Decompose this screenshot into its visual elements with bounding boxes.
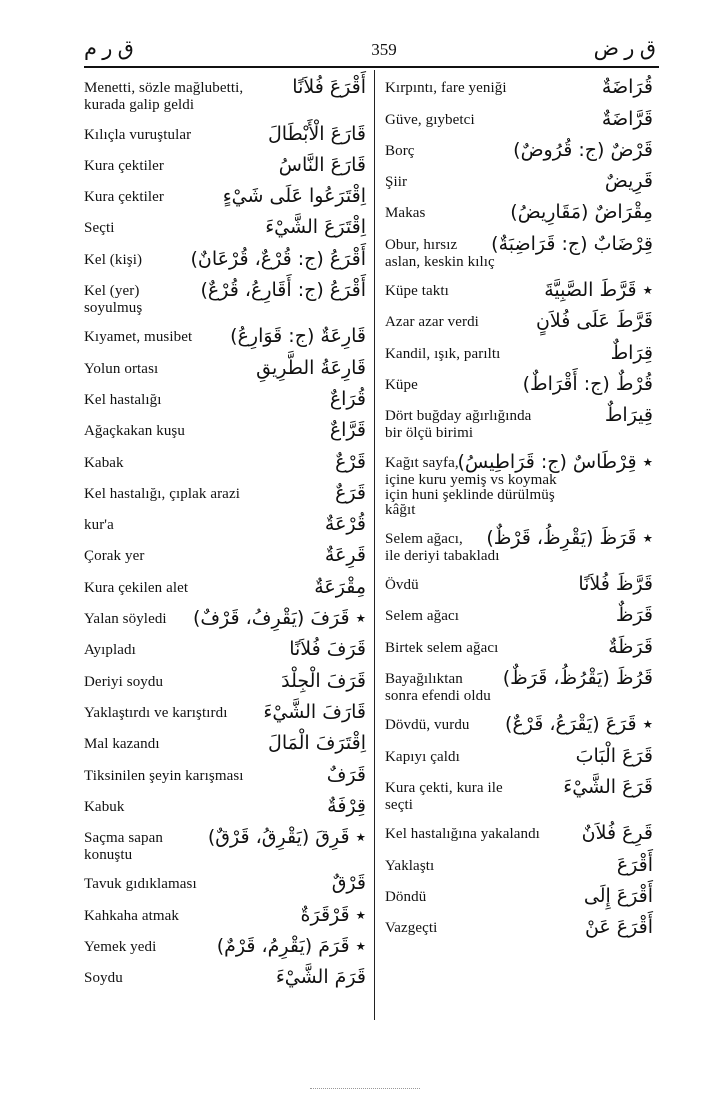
turkish-meaning: Kura çekilen alet (84, 579, 189, 596)
turkish-meaning: Ağaçkakan kuşu (84, 423, 185, 440)
turkish-meaning: Kura çektiler (84, 189, 165, 206)
arabic-headword: ٭ قَرَمَ (يَقْرِمُ، قَرْمٌ) (216, 935, 366, 958)
arabic-headword: قِيرَاطٌ (604, 404, 653, 427)
entry-line (84, 509, 366, 540)
entry-line (385, 569, 653, 600)
page-number: 359 (371, 40, 397, 59)
dictionary-entry (385, 881, 653, 912)
turkish-meaning: Vazgeçti (385, 920, 438, 937)
dictionary-entry (84, 899, 366, 930)
entry-line (84, 352, 366, 383)
turkish-meaning: aslan, keskin kılıç (385, 253, 495, 270)
arabic-headword: قَرَمَ الشَّيْءَ (275, 966, 366, 989)
turkish-meaning: seçti (385, 796, 413, 813)
turkish-meaning: Kapıyı çaldı (385, 748, 460, 765)
entry-line (385, 500, 653, 523)
turkish-meaning: Dövdü, vurdu (385, 717, 470, 734)
turkish-meaning: Tavuk gıdıklaması (84, 876, 197, 893)
entry-line (84, 845, 366, 868)
arabic-headword: قَرَعَ الشَّيْءَ (563, 775, 653, 798)
entry-line (84, 150, 366, 181)
arabic-headword: قَرَعٌ (335, 481, 366, 504)
arabic-headword: مِقْرَاضٌ (مَقَارِيضُ) (510, 201, 653, 224)
entry-line (84, 384, 366, 415)
turkish-meaning: Kel (yer) (84, 283, 140, 300)
entry-line (385, 795, 653, 818)
arabic-headword: أَقْرَعَ عَنْ (584, 916, 653, 939)
arabic-headword: قَرَّاضَةٌ (601, 107, 653, 130)
turkish-meaning: Saçma sapan (84, 830, 163, 847)
turkish-meaning: için huni şeklinde dürülmüş (385, 486, 555, 503)
turkish-meaning: Yaklaştı (385, 857, 435, 874)
arabic-headword: قِرْضَابٌ (ج: قَرَاضِبَةٌ) (491, 232, 653, 255)
dictionary-entry (385, 569, 653, 600)
dictionary-entry (84, 72, 366, 118)
dictionary-entry (84, 634, 366, 665)
dictionary-entry (385, 166, 653, 197)
turkish-meaning: Obur, hırsız (385, 236, 458, 253)
dictionary-entry (84, 212, 366, 243)
dictionary-entry (385, 709, 653, 740)
turkish-meaning: Seçti (84, 220, 115, 237)
entry-line (385, 72, 653, 103)
right-column (385, 72, 653, 943)
entry-line (385, 686, 653, 709)
entry-line (385, 912, 653, 943)
dictionary-entry (385, 228, 653, 274)
arabic-headword: أَقْرَعُ (ج: أَقَارِعُ، قُرْعٌ) (200, 279, 366, 302)
turkish-meaning: kâğıt (385, 501, 416, 518)
entry-line (84, 95, 366, 118)
entry-line (84, 478, 366, 509)
turkish-meaning: Kabak (84, 454, 124, 471)
entry-line (385, 337, 653, 368)
dictionary-entry (385, 72, 653, 103)
turkish-meaning: Yalan söyledi (84, 611, 167, 628)
arabic-headword: قَرَفَ فُلاَنًا (289, 638, 366, 661)
arabic-headword: ٭ قِرْطَاسٌ (ج: قَرَاطِيسُ) (457, 450, 653, 473)
arabic-headword: أَقْرَعَ (616, 853, 653, 876)
entry-line (84, 759, 366, 790)
arabic-headword: ٭ قَرْقَرَةٌ (300, 903, 366, 926)
entry-line (84, 321, 366, 352)
dictionary-entry (385, 740, 653, 771)
dictionary-entry (84, 384, 366, 415)
arabic-headword: قِرْفَةٌ (327, 794, 366, 817)
turkish-meaning: Selem ağacı (385, 608, 459, 625)
turkish-meaning: Şiir (385, 174, 408, 191)
page-header (84, 36, 656, 64)
dictionary-entry (84, 509, 366, 540)
entry-line (84, 665, 366, 696)
arabic-headword: قَرَعَ الْبَابَ (575, 744, 653, 767)
dictionary-entry (385, 849, 653, 880)
arabic-headword: قَرْعٌ (335, 450, 366, 473)
entry-line (385, 166, 653, 197)
entry-line (385, 818, 653, 849)
turkish-meaning: Kıyamet, musibet (84, 329, 193, 346)
turkish-meaning: Kabuk (84, 798, 125, 815)
entry-line (84, 181, 366, 212)
dictionary-entry (385, 400, 653, 446)
entry-line (84, 540, 366, 571)
arabic-headword: قَرَّاعٌ (329, 419, 366, 442)
arabic-headword: قَارَعَ الْأَبْطَالَ (267, 122, 366, 145)
header-right-root: ق ر ض (593, 36, 656, 60)
entry-line (84, 962, 366, 993)
dictionary-entry (84, 150, 366, 181)
turkish-meaning: Selem ağacı, (385, 530, 463, 547)
turkish-meaning: Kel hastalığı (84, 391, 162, 408)
arabic-headword: ٭ قَرِقَ (يَقْرِقُ، قَرْقٌ) (207, 826, 366, 849)
entry-line (385, 631, 653, 662)
arabic-headword: اِقْتَرَعُوا عَلَى شَيْءٍ (222, 185, 366, 208)
arabic-headword: قَرَفَ الْجِلْدَ (281, 669, 366, 692)
entry-line (385, 197, 653, 228)
entry-line (84, 118, 366, 149)
entry-line (84, 212, 366, 243)
arabic-headword: اِقْتَرَفَ الْمَالَ (268, 732, 366, 755)
dictionary-entry (84, 931, 366, 962)
dictionary-entry (385, 197, 653, 228)
dictionary-entry (385, 337, 653, 368)
entry-line (84, 697, 366, 728)
arabic-headword: قَرْقٌ (331, 872, 366, 895)
arabic-headword: قَرَظٌ (615, 604, 653, 627)
entry-line (385, 546, 653, 569)
entry-line (385, 369, 653, 400)
footer-rule (310, 1088, 420, 1089)
turkish-meaning: Borç (385, 142, 415, 159)
column-divider (374, 70, 375, 1020)
turkish-meaning: Yolun ortası (84, 360, 159, 377)
entry-line (84, 728, 366, 759)
arabic-headword: ٭ قَرَعَ (يَقْرَعُ، قَرْعٌ) (505, 713, 653, 736)
turkish-meaning: Deriyi soydu (84, 673, 164, 690)
dictionary-entry (385, 275, 653, 306)
dictionary-entry (84, 759, 366, 790)
turkish-meaning: Dört buğday ağırlığında (385, 408, 532, 425)
arabic-headword: قَرِعَةٌ (324, 544, 366, 567)
entry-line (84, 634, 366, 665)
dictionary-entry (385, 912, 653, 943)
arabic-headword: قَرِعَ فُلاَنٌ (581, 822, 653, 845)
dictionary-entry (84, 822, 366, 868)
turkish-meaning: Soydu (84, 970, 123, 987)
entry-line (385, 881, 653, 912)
entry-line (84, 899, 366, 930)
entry-line (385, 709, 653, 740)
arabic-headword: قُرَاعٌ (329, 387, 366, 410)
dictionary-entry (385, 663, 653, 709)
entry-line (385, 740, 653, 771)
turkish-meaning: Yaklaştırdı ve karıştırdı (84, 704, 228, 721)
dictionary-entry (385, 631, 653, 662)
dictionary-entry (385, 135, 653, 166)
dictionary-entry (84, 571, 366, 602)
turkish-meaning: Çorak yer (84, 548, 145, 565)
turkish-meaning: Kura çekti, kura ile (385, 779, 503, 796)
entry-line (385, 600, 653, 631)
entry-line (385, 135, 653, 166)
header-rule (84, 66, 659, 68)
arabic-headword: قَارَفَ الشَّيْءَ (263, 700, 366, 723)
turkish-meaning: Mal kazandı (84, 736, 160, 753)
entry-line (84, 571, 366, 602)
dictionary-entry (84, 415, 366, 446)
dictionary-entry (84, 728, 366, 759)
dictionary-entry (84, 962, 366, 993)
arabic-headword: قَرْضٌ (ج: قُرُوضٌ) (513, 138, 653, 161)
arabic-headword: قَرُظَ (يَقْرُظُ، قَرَظٌ) (502, 667, 653, 690)
dictionary-entry (385, 818, 653, 849)
entry-line (84, 446, 366, 477)
entry-line (84, 415, 366, 446)
arabic-headword: قَرَفٌ (326, 763, 366, 786)
turkish-meaning: sonra efendi oldu (385, 688, 491, 705)
entry-line (84, 931, 366, 962)
turkish-meaning: Kahkaha atmak (84, 907, 180, 924)
arabic-headword: قَارِعَةٌ (ج: قَوَارِعُ) (230, 325, 366, 348)
dictionary-entry (84, 321, 366, 352)
turkish-meaning: ile deriyi tabakladı (385, 547, 500, 564)
dictionary-entry (84, 478, 366, 509)
turkish-meaning: Makas (385, 205, 426, 222)
dictionary-entry (84, 603, 366, 634)
arabic-headword: أَقْرَعُ (ج: قُرْعٌ، قُرْعَانٌ) (190, 247, 366, 270)
entry-line (385, 103, 653, 134)
turkish-meaning: Kura çektiler (84, 157, 165, 174)
arabic-headword: قَارِعَةُ الطَّرِيقِ (256, 356, 366, 379)
dictionary-entry (385, 103, 653, 134)
turkish-meaning: Menetti, sözle mağlubetti, (84, 80, 244, 97)
arabic-headword: قَرَّظَ فُلاَنًا (578, 573, 653, 596)
entry-line (84, 868, 366, 899)
arabic-headword: قُرَاضَةٌ (601, 76, 653, 99)
turkish-meaning: içine kuru yemiş vs koymak (385, 471, 557, 488)
dictionary-entry (385, 600, 653, 631)
arabic-headword: ٭ قَرَّطَ الصَّبِيَّةَ (544, 279, 653, 302)
turkish-meaning: Kel (kişi) (84, 251, 143, 268)
turkish-meaning: Yemek yedi (84, 939, 157, 956)
entry-line (84, 603, 366, 634)
dictionary-entry (385, 523, 653, 569)
entry-line (385, 423, 653, 446)
dictionary-entry (84, 665, 366, 696)
arabic-headword: قِرَاطٌ (610, 341, 653, 364)
entry-line (385, 849, 653, 880)
turkish-meaning: Kırpıntı, fare yeniği (385, 80, 507, 97)
turkish-meaning: Övdü (385, 577, 419, 594)
arabic-headword: قَرِيضٌ (604, 170, 653, 193)
entry-line (385, 275, 653, 306)
arabic-headword: قَرَظَةٌ (608, 635, 653, 658)
header-left-root: ق ر م (84, 36, 134, 60)
dictionary-entry (84, 243, 366, 274)
dictionary-entry (84, 446, 366, 477)
arabic-headword: ٭ قَرَظَ (يَقْرِظُ، قَرْظٌ) (486, 526, 653, 549)
arabic-headword: أَقْرَعَ فُلاَنًا (292, 76, 366, 99)
dictionary-entry (84, 697, 366, 728)
turkish-meaning: Kandil, ışık, parıltı (385, 345, 501, 362)
turkish-meaning: kurada galip geldi (84, 97, 195, 114)
arabic-headword: أَقْرَعَ إِلَى (583, 884, 653, 907)
dictionary-entry (385, 369, 653, 400)
turkish-meaning: Ayıpladı (84, 642, 136, 659)
turkish-meaning: Azar azar verdi (385, 314, 479, 331)
entry-line (84, 791, 366, 822)
dictionary-entry (84, 791, 366, 822)
arabic-headword: اِقْتَرَعَ الشَّيْءَ (265, 216, 366, 239)
turkish-meaning: kur'a (84, 517, 114, 534)
turkish-meaning: soyulmuş (84, 300, 143, 317)
arabic-headword: قَرَّطَ عَلَى فُلاَنٍ (535, 310, 653, 333)
dictionary-entry (385, 306, 653, 337)
turkish-meaning: Kağıt sayfa, (385, 454, 459, 471)
turkish-meaning: Güve, gıybetci (385, 111, 475, 128)
turkish-meaning: Bayağılıktan (385, 671, 463, 688)
arabic-headword: مِقْرَعَةٌ (314, 575, 366, 598)
turkish-meaning: Küpe taktı (385, 283, 449, 300)
turkish-meaning: Tiksinilen şeyin karışması (84, 767, 244, 784)
arabic-headword: ٭ قَرَفَ (يَقْرِفُ، قَرْفٌ) (192, 607, 366, 630)
dictionary-entry (385, 772, 653, 818)
turkish-meaning: Döndü (385, 888, 427, 905)
dictionary-entry (84, 352, 366, 383)
turkish-meaning: Kel hastalığı, çıplak arazi (84, 485, 240, 502)
dictionary-entry (84, 540, 366, 571)
arabic-headword: قُرْعَةٌ (324, 513, 366, 536)
dictionary-entry (84, 181, 366, 212)
entry-line (385, 252, 653, 275)
dictionary-entry (84, 118, 366, 149)
left-column (84, 72, 366, 993)
turkish-meaning: Kel hastalığına yakalandı (385, 826, 540, 843)
entry-line (84, 243, 366, 274)
turkish-meaning: Kılıçla vuruştular (84, 126, 192, 143)
turkish-meaning: Birtek selem ağacı (385, 639, 499, 656)
dictionary-entry (84, 868, 366, 899)
turkish-meaning: bir ölçü birimi (385, 425, 474, 442)
arabic-headword: قَارَعَ النَّاسُ (278, 153, 366, 176)
turkish-meaning: Küpe (385, 376, 418, 393)
arabic-headword: قُرْطٌ (ج: أَقْرَاطٌ) (522, 372, 653, 395)
turkish-meaning: konuştu (84, 847, 133, 864)
dictionary-entry (385, 446, 653, 522)
entry-line (385, 306, 653, 337)
dictionary-entry (84, 275, 366, 321)
entry-line (84, 298, 366, 321)
